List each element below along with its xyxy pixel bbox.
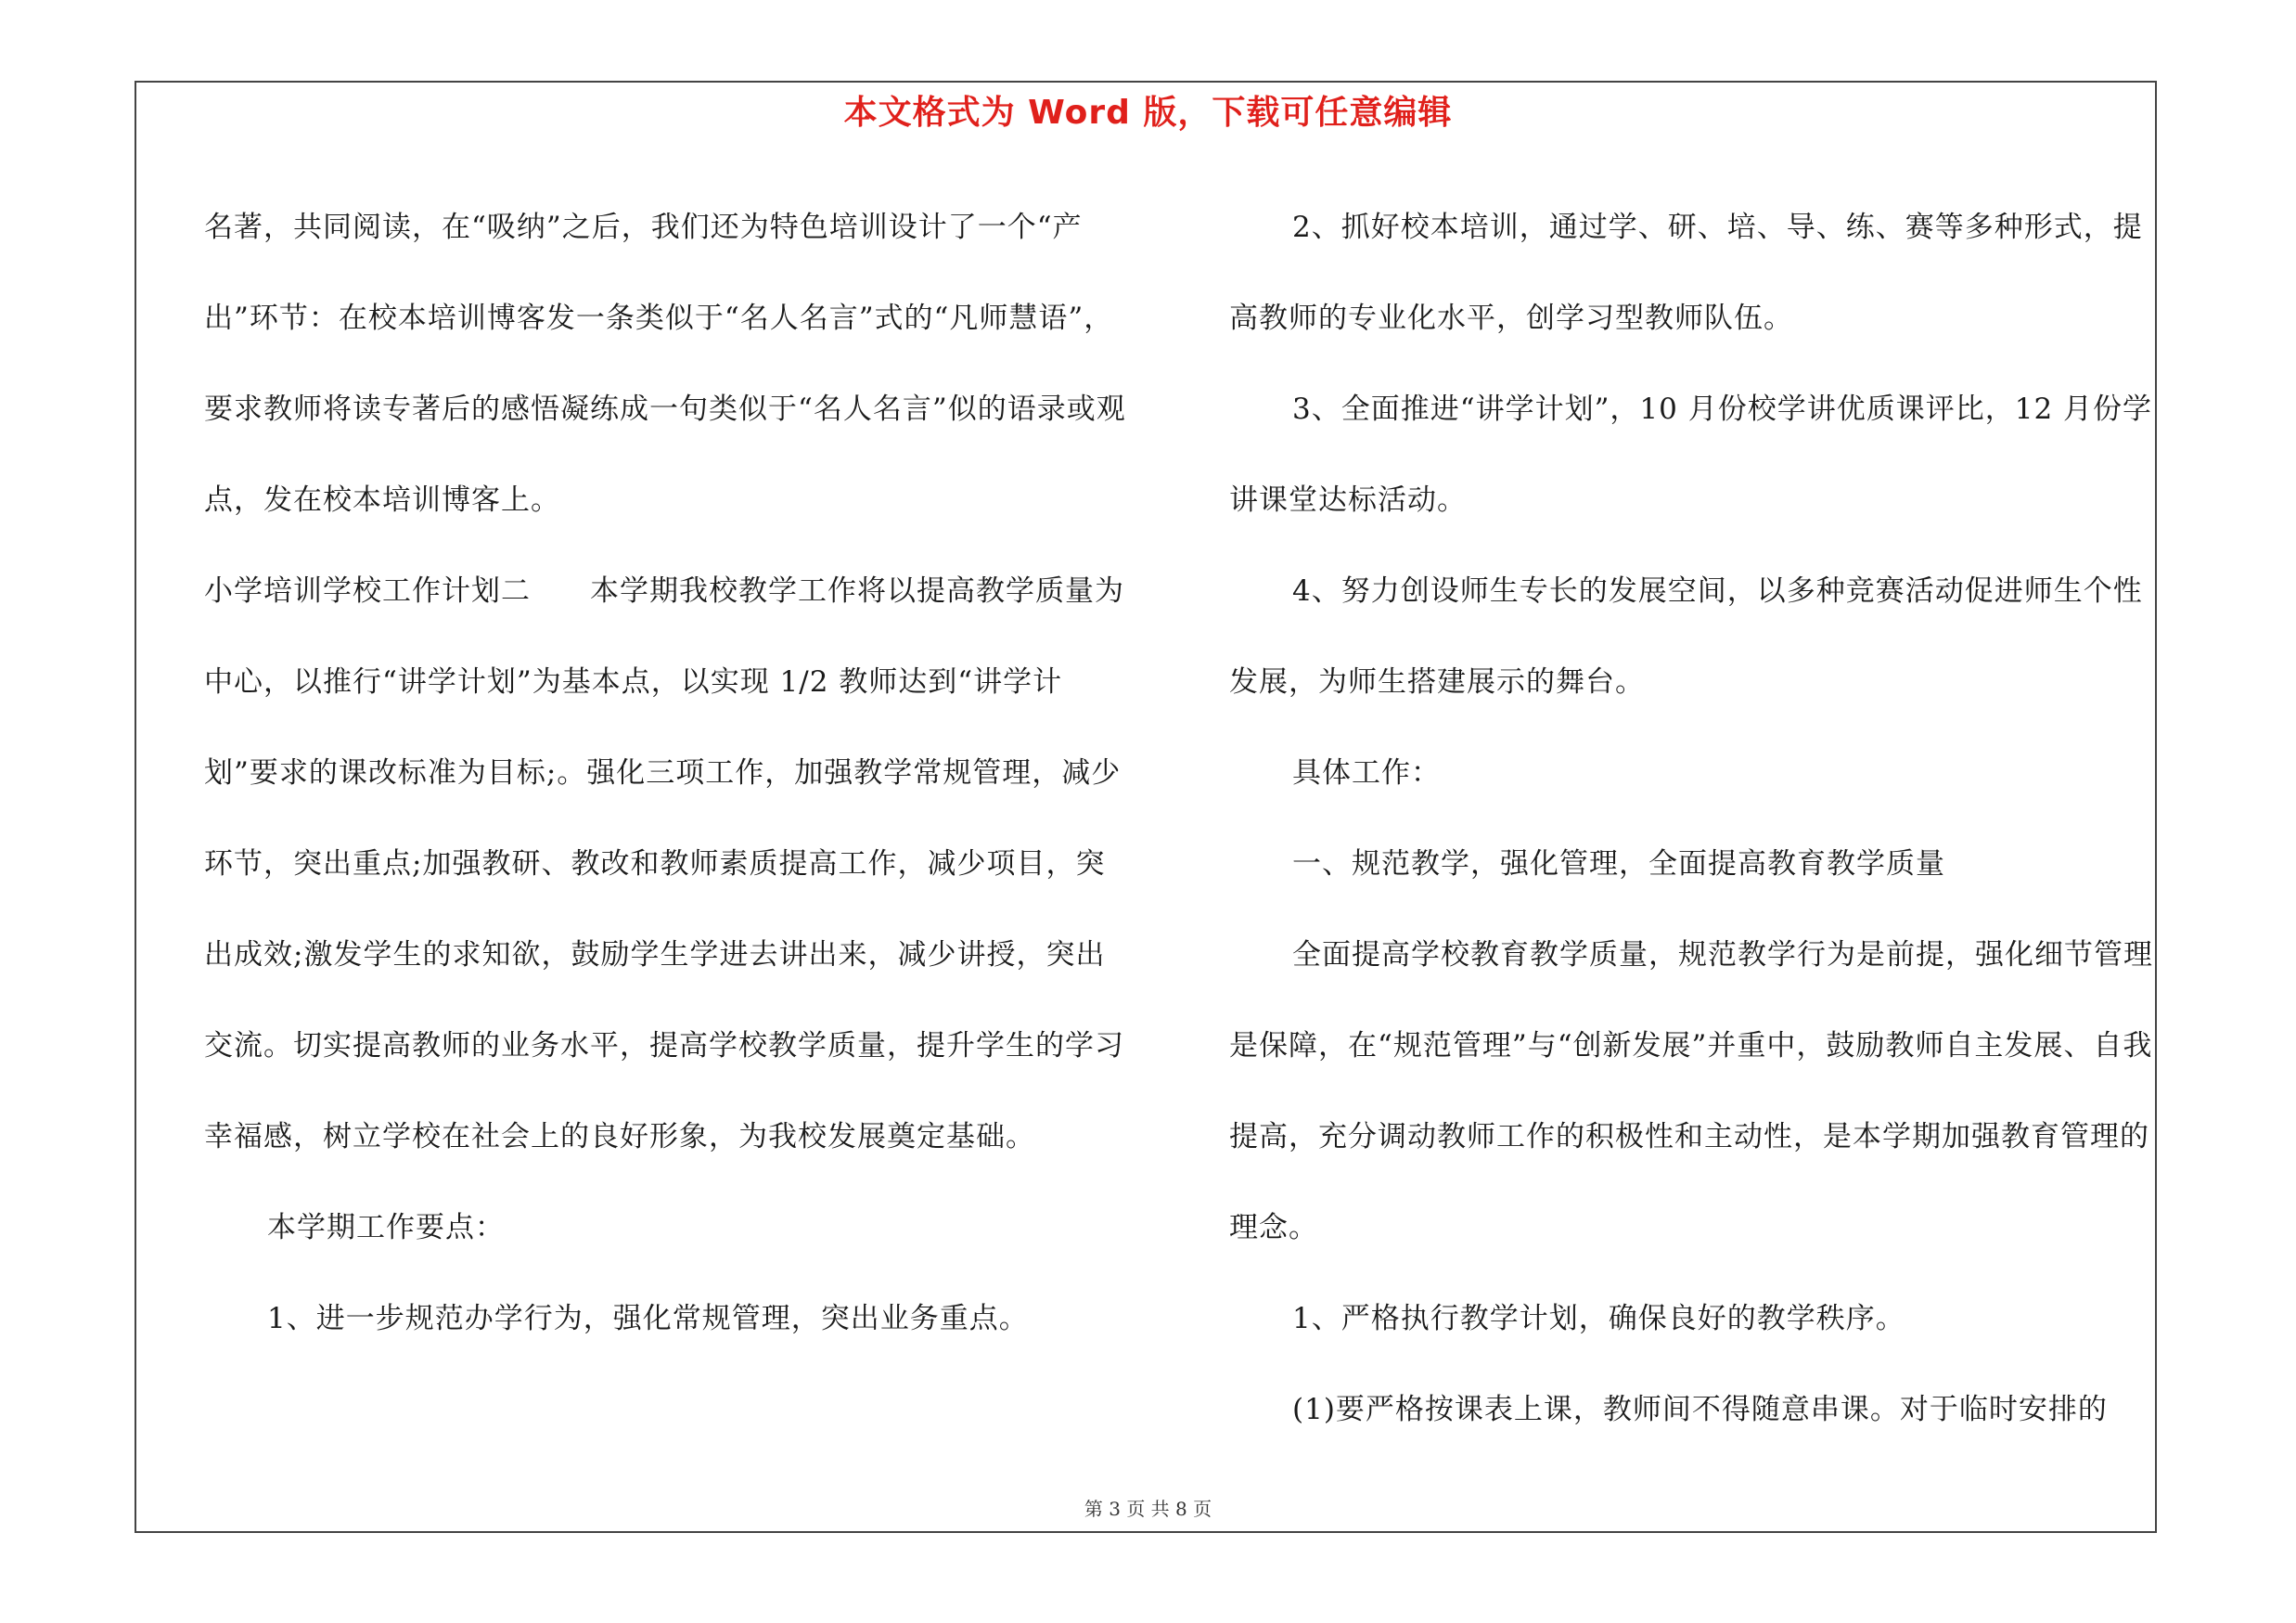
left-text-column	[204, 182, 1132, 1364]
paragraph-point-3: 3、全面推进“讲学计划”，10 月份校学讲优质课评比，12 月份学讲课堂达标活动。	[1229, 393, 2153, 517]
paragraph-point-4: 4、努力创设师生专长的发展空间，以多种竞赛活动促进师生个性发展，为师生搭建展示的舞台。	[1229, 574, 2143, 699]
page-number-footer: 第 3 页 共 8 页	[1084, 1498, 1212, 1520]
paragraph-point-1: 1、进一步规范办学行为，强化常规管理，突出业务重点。	[267, 1302, 1029, 1335]
section-heading-1: 一、规范教学，强化管理，全面提高教育教学质量	[1292, 847, 1945, 881]
paragraph-plan-two: 小学培训学校工作计划二 本学期我校教学工作将以提高教学质量为中心，以推行“讲学计划”为基本点，以实现 1/2 教师达到“讲学计划”要求的课改标准为目标;。强化三项工作，加强教学常规管理，减少环节，突出重点;加强教研、教改和教师素质提高工作，减少项目，突出成效;激发学生的求知欲，鼓励学生学进去讲出来，减少讲授，突出交流。切实提高教师的业务水平，提高学校教学质量，提升学生的学习幸福感，树立学校在社会上的良好形象，为我校发展奠定基础。	[204, 574, 1124, 1153]
right-text-column	[1229, 182, 2157, 1455]
paragraph-teaching-plan: 1、严格执行教学计划，确保良好的教学秩序。	[1292, 1302, 1905, 1335]
paragraph-continued: 名著，共同阅读，在“吸纳”之后，我们还为特色培训设计了一个“产出”环节：在校本培训博客发一条类似于“名人名言”式的“凡师慧语”，要求教师将读专著后的感悟凝练成一句类似于“名人名言”似的语录或观点，发在校本培训博客上。	[204, 211, 1126, 517]
paragraph-key-points-heading: 本学期工作要点：	[267, 1211, 505, 1244]
editable-notice-banner: 本文格式为 Word 版，下载可任意编辑	[843, 94, 1453, 132]
paragraph-schedule-rule: (1)要严格按课表上课，教师间不得随意串课。对于临时安排的	[1292, 1393, 2108, 1426]
paragraph-specific-work-heading: 具体工作：	[1292, 756, 1441, 790]
paragraph-quality-management: 全面提高学校教育教学质量，规范教学行为是前提，强化细节管理是保障，在“规范管理”与“创新发展”并重中，鼓励教师自主发展、自我提高，充分调动教师工作的积极性和主动性，是本学期加强教育管理的理念。	[1229, 938, 2153, 1244]
paragraph-point-2: 2、抓好校本培训，通过学、研、培、导、练、赛等多种形式，提高教师的专业化水平，创学习型教师队伍。	[1229, 211, 2143, 335]
